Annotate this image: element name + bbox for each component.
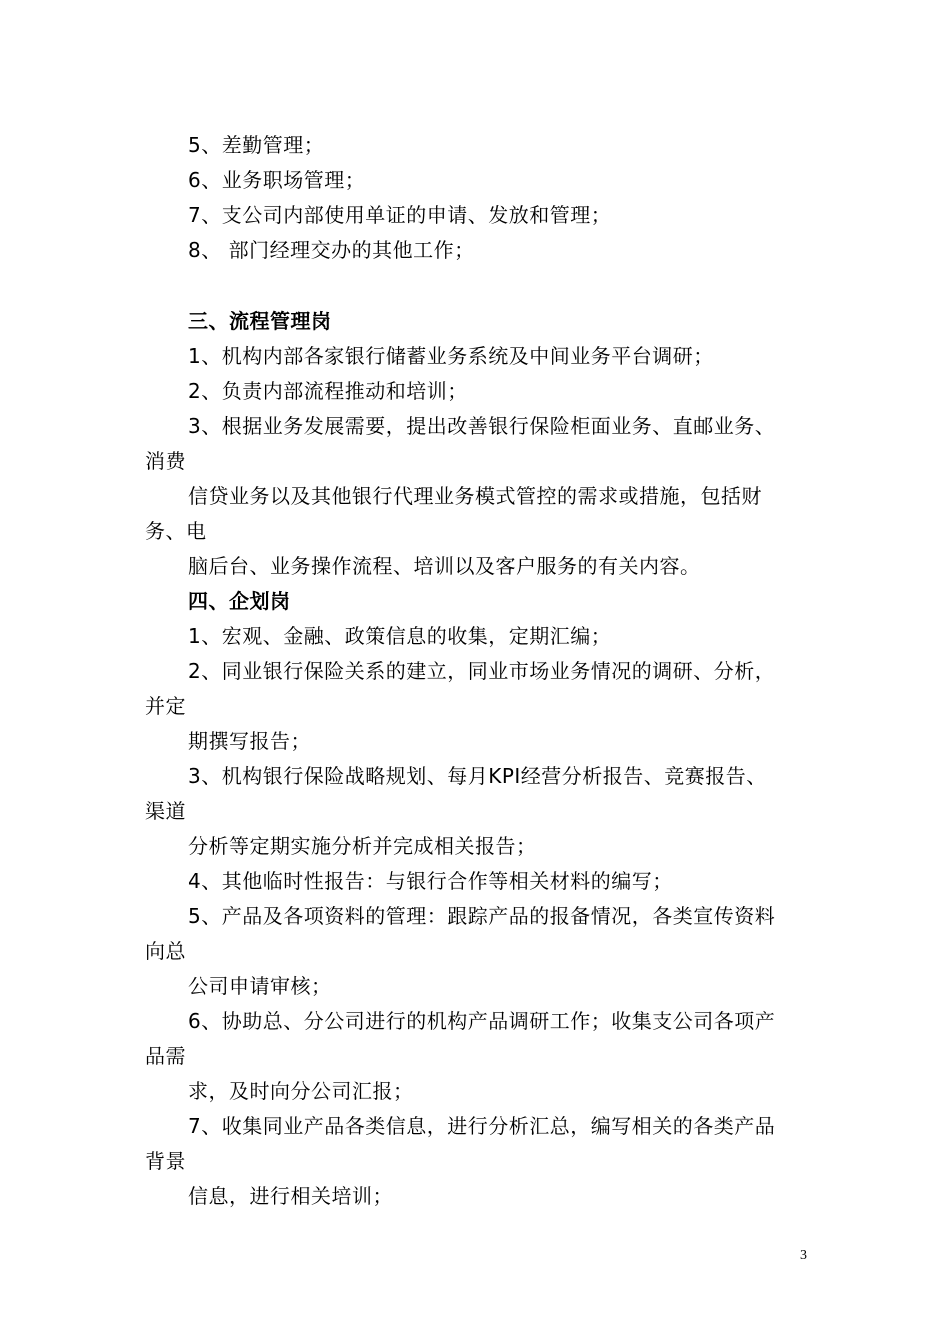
list-item-continuation: 公司申请审核； [188, 974, 332, 998]
list-item: 3、机构银行保险战略规划、每月KPI经营分析报告、竞赛报告、 [188, 764, 767, 788]
list-item-continuation: 信息，进行相关培训； [188, 1184, 393, 1208]
list-item: 2、负责内部流程推动和培训； [188, 379, 468, 403]
section-heading-planning: 四、企划岗 [188, 589, 291, 613]
list-item-continuation: 分析等定期实施分析并完成相关报告； [188, 834, 537, 858]
list-item: 6、业务职场管理； [188, 168, 366, 192]
list-item: 5、差勤管理； [188, 133, 325, 157]
list-item: 5、产品及各项资料的管理：跟踪产品的报备情况，各类宣传资料 [188, 904, 776, 928]
list-item: 6、协助总、分公司进行的机构产品调研工作；收集支公司各项产 [188, 1009, 776, 1033]
list-item: 3、根据业务发展需要，提出改善银行保险柜面业务、直邮业务、 [188, 414, 776, 438]
section-heading-process: 三、流程管理岗 [188, 309, 332, 333]
list-item-continuation: 消费 [145, 449, 186, 473]
list-item: 1、宏观、金融、政策信息的收集，定期汇编； [188, 624, 612, 648]
list-item-continuation: 信贷业务以及其他银行代理业务模式管控的需求或措施，包括财 [188, 484, 762, 508]
list-item-continuation: 求，及时向分公司汇报； [188, 1079, 414, 1103]
list-item: 1、机构内部各家银行储蓄业务系统及中间业务平台调研； [188, 344, 714, 368]
list-item-continuation: 品需 [145, 1044, 186, 1068]
page-number: 3 [800, 1248, 807, 1263]
list-item-continuation: 脑后台、业务操作流程、培训以及客户服务的有关内容。 [188, 554, 701, 578]
list-item-continuation: 背景 [145, 1149, 186, 1173]
list-item: 7、支公司内部使用单证的申请、发放和管理； [188, 203, 612, 227]
list-item-continuation: 务、电 [145, 519, 207, 543]
list-item-continuation: 并定 [145, 694, 186, 718]
list-item: 4、其他临时性报告：与银行合作等相关材料的编写； [188, 869, 673, 893]
list-item-continuation: 向总 [145, 939, 186, 963]
list-item-continuation: 渠道 [145, 799, 186, 823]
list-item: 2、同业银行保险关系的建立，同业市场业务情况的调研、分析， [188, 659, 776, 683]
list-item: 7、收集同业产品各类信息，进行分析汇总，编写相关的各类产品 [188, 1114, 776, 1138]
list-item: 8、 部门经理交办的其他工作； [188, 238, 475, 262]
list-item-continuation: 期撰写报告； [188, 729, 311, 753]
